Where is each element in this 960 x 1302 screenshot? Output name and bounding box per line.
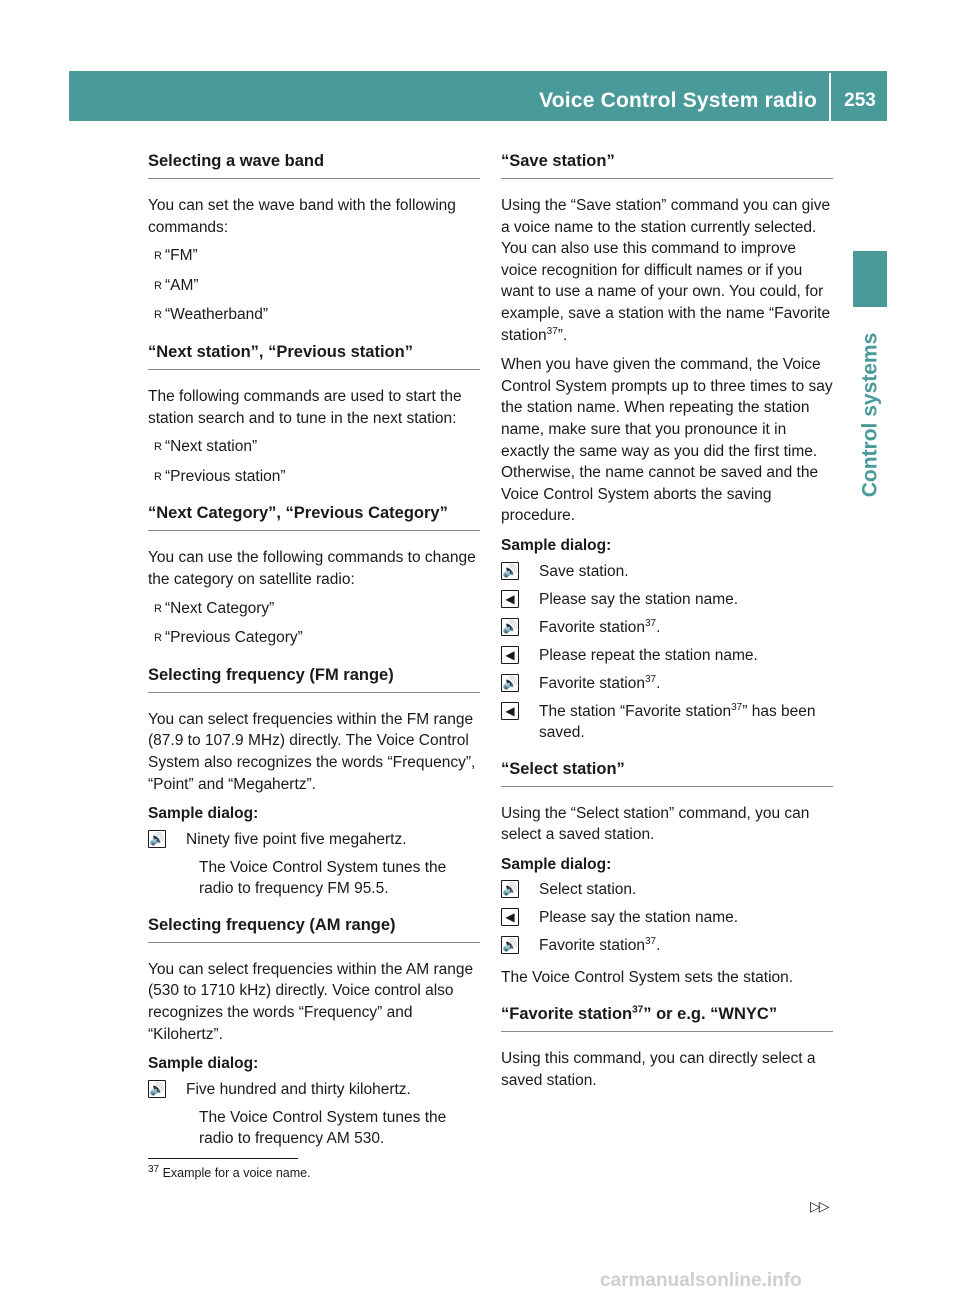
station-search-intro: The following commands are used to start the station search and to tune in the next station: — [148, 387, 462, 427]
continue-arrow-icon: ▷▷ — [810, 1198, 828, 1214]
heading-am-range: Selecting frequency (AM range) — [148, 914, 480, 943]
dialog-line: 🔊 Favorite station$^{37}$. — [501, 935, 833, 959]
speak-icon: 🔊 — [502, 882, 518, 897]
dialog-line: 🔊 Favorite station$^{37}$. — [501, 617, 833, 641]
right-column — [501, 150, 833, 1091]
system-reply-icon: ◀ — [501, 701, 539, 725]
list-item: R “Next station” — [154, 438, 258, 456]
heading-favorite-station: “Favorite station$^{37}$” or e.g. “WNYC” — [501, 1003, 833, 1032]
watermark: carmanualsonline.info — [600, 1270, 802, 1291]
dialog-line: 🔊 Five hundred and thirty kilohertz. — [148, 1079, 480, 1103]
system-reply-icon: ◀ — [501, 589, 539, 613]
speak-icon: 🔊 — [149, 1081, 165, 1096]
heading-next-previous-category: “Next Category”, “Previous Category” — [148, 502, 480, 531]
dialog-note: The Voice Control System tunes the radio to frequency AM 530. — [199, 1108, 447, 1148]
speak-icon: 🔊 — [502, 675, 518, 690]
bullet-icon: R — [154, 279, 162, 292]
heading-select-station: “Select station” — [501, 758, 833, 787]
speak-icon: 🔊 — [502, 938, 518, 953]
heading-next-previous-station: “Next station”, “Previous station” — [148, 341, 480, 370]
bullet-icon: R — [154, 602, 162, 615]
dialog-line: 🔊 Select station. — [501, 879, 833, 903]
system-reply-icon: ◀ — [501, 645, 539, 669]
dialog-line: 🔊 Favorite station$^{37}$. — [501, 673, 833, 697]
footnote: $^{37}$ Example for a voice name. — [148, 1163, 311, 1180]
heading-save-station: “Save station” — [501, 150, 833, 179]
dialog-line: 🔊 Ninety five point five megahertz. — [148, 829, 480, 853]
fm-range-intro: You can select frequencies within the FM range (87.9 to 107.9 MHz) directly. The Voice Control System also recognizes the words “Frequency”, “Point” and “Megahertz”. — [148, 710, 476, 793]
section-title: Voice Control System radio — [539, 89, 817, 112]
bullet-icon: R — [154, 441, 162, 454]
dialog-line: ◀ Please say the station name. — [501, 907, 833, 931]
page-header — [69, 71, 887, 121]
footnote-rule — [148, 1158, 298, 1159]
dialog-line: ◀ The station “Favorite station$^{37}$” has been saved. — [501, 701, 833, 744]
category-intro: You can use the following commands to change the category on satellite radio: — [148, 549, 476, 588]
select-station-result: The Voice Control System sets the station. — [501, 969, 794, 987]
dialog-line: ◀ Please say the station name. — [501, 589, 833, 613]
favorite-station-intro: Using this command, you can directly select a saved station. — [501, 1050, 816, 1089]
heading-wave-band: Selecting a wave band — [148, 150, 480, 179]
chapter-tab-marker — [853, 251, 887, 307]
list-item: R “Weatherband” — [154, 306, 269, 324]
am-range-intro: You can select frequencies within the AM range (530 to 1710 kHz) directly. Voice control also recognizes the words “Frequency” and “Kilohertz”. — [148, 960, 474, 1043]
bullet-icon: R — [154, 470, 162, 483]
system-reply-icon: ◀ — [501, 907, 539, 931]
sample-dialog-label: Sample dialog: — [501, 855, 612, 873]
bullet-icon: R — [154, 309, 162, 322]
sample-dialog-label: Sample dialog: — [501, 536, 612, 554]
chapter-side-label: Control systems — [858, 332, 882, 498]
bullet-icon: R — [154, 632, 162, 645]
save-station-para-2: When you have given the command, the Voice Control System prompts up to three times to say the station name. When repeating the station name, make sure that you pronounce it in exactly the same way as you did the first time. Otherwise, the name cannot be saved and the Voice Control System aborts the saving procedure. — [501, 356, 833, 525]
dialog-line: ◀ Please repeat the station name. — [501, 645, 833, 669]
save-station-para-1: Using the “Save station” command you can give a voice name to the station currently selected. You can also use this command to improve voice recognition for difficult names or if you want to use a name of your own. You could, for example, save a station with the name “Favorite station$^{37}$”. — [501, 197, 831, 344]
speak-icon: 🔊 — [502, 563, 518, 578]
list-item: R “Previous Category” — [154, 629, 303, 647]
speak-icon: 🔊 — [502, 619, 518, 634]
select-station-intro: Using the “Select station” command, you can select a saved station. — [501, 804, 810, 844]
list-item: R “Next Category” — [154, 599, 275, 617]
header-divider — [829, 73, 831, 121]
heading-fm-range: Selecting frequency (FM range) — [148, 664, 480, 693]
sample-dialog-label: Sample dialog: — [148, 805, 259, 823]
dialog-note: The Voice Control System tunes the radio to frequency FM 95.5. — [199, 858, 447, 898]
left-column — [148, 150, 480, 1150]
bullet-icon: R — [154, 250, 162, 263]
list-item: R “FM” — [154, 247, 198, 265]
page-number: 253 — [844, 90, 876, 111]
wave-band-intro: You can set the wave band with the following commands: — [148, 197, 456, 236]
sample-dialog-label: Sample dialog: — [148, 1055, 259, 1073]
dialog-line: 🔊 Save station. — [501, 561, 833, 585]
speak-icon: 🔊 — [149, 831, 165, 846]
list-item: R “Previous station” — [154, 467, 286, 485]
list-item: R “AM” — [154, 276, 199, 294]
